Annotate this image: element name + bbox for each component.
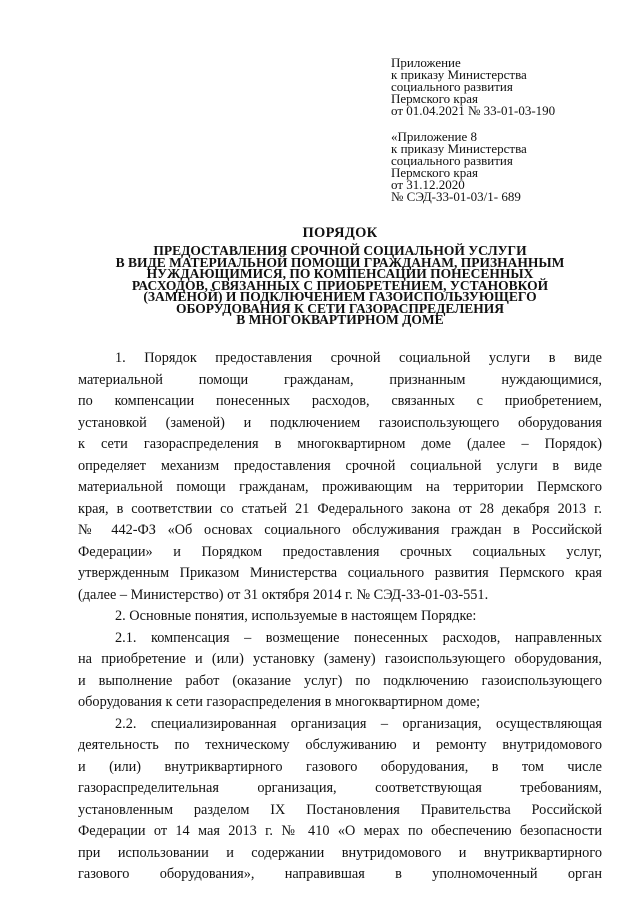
body-line: края, в соответствии со статьей 21 Федерального закона от 28 декабря 2013 г. <box>78 500 602 517</box>
body-line: Федерации от 14 мая 2013 г. № 410 «О мерах по обеспечению безопасности <box>78 823 602 839</box>
appendix-line: к приказу Министерства <box>391 141 527 156</box>
subtitle-line: В МНОГОКВАРТИРНОМ ДОМЕ <box>236 312 444 327</box>
body-line: 2. Основные понятия, используемые в настоящем Порядке: <box>115 608 477 624</box>
appendix-current-header <box>391 57 626 117</box>
body-line: материальной помощи гражданам, проживающим на территории Пермского <box>78 479 602 495</box>
body-line: (далее – Министерство) от 31 октября 2014 г. № СЭД-33-01-03-551. <box>78 586 489 603</box>
body-line: 2.2. специализированная организация – организация, осуществляющая <box>115 715 602 732</box>
body-line: на приобретение и (или) установку (замену) газоиспользующего оборудования, <box>78 651 602 667</box>
subtitle-line: В ВИДЕ МАТЕРИАЛЬНОЙ ПОМОЩИ ГРАЖДАНАМ, ПРИЗНАННЫМ <box>115 254 565 270</box>
appendix-original-header <box>391 131 626 203</box>
body-line: определяет механизм предоставления срочной социальной услуги в виде <box>78 457 602 474</box>
subtitle-line: (ЗАМЕНОЙ) И ПОДКЛЮЧЕНИЕМ ГАЗОИСПОЛЬЗУЮЩЕГО <box>143 289 537 304</box>
document-title: ПОРЯДОК <box>302 225 378 241</box>
body-line: по компенсации понесенных расходов, связанных с приобретением, <box>78 393 602 409</box>
body-line: оборудования к сети газораспределения в многоквартирном доме; <box>78 694 481 710</box>
body-line: газораспределительная организация, соответствующая требованиям, <box>78 780 602 796</box>
appendix-line: Пермского края <box>391 165 478 180</box>
appendix-line: Приложение <box>391 55 461 70</box>
appendix-line: «Приложение 8 <box>391 129 478 144</box>
body-line: газового оборудования», направившая в уполномоченный орган <box>78 866 602 882</box>
body-line: при использовании и содержании внутридомового и внутриквартирного <box>78 844 602 861</box>
body-line: Федерации» и Порядком предоставления срочных социальных услуг, <box>78 543 602 560</box>
document-subtitle <box>80 245 600 326</box>
subtitle-line: ПРЕДОСТАВЛЕНИЯ СРОЧНОЙ СОЦИАЛЬНОЙ УСЛУГИ <box>153 243 527 258</box>
subtitle-line: РАСХОДОВ, СВЯЗАННЫХ С ПРИОБРЕТЕНИЕМ, УСТАНОВКОЙ <box>131 277 549 293</box>
body-line: и (или) внутриквартирного газового оборудования, в том числе <box>78 758 602 775</box>
appendix-line: социального развития <box>391 79 513 94</box>
document-body <box>78 348 602 886</box>
body-line: и выполнение работ (оказание услуг) по подключению газоиспользующего <box>78 672 602 689</box>
appendix-line: к приказу Министерства <box>391 67 527 82</box>
appendix-line: № СЭД-33-01-03/1- 689 <box>391 189 521 204</box>
body-line: установленным разделом IX Постановления Правительства Российской <box>78 801 602 818</box>
body-line: деятельность по техническому обслуживанию и ремонту внутридомового <box>78 737 602 753</box>
subtitle-line: НУЖДАЮЩИМИСЯ, ПО КОМПЕНСАЦИИ ПОНЕСЕННЫХ <box>146 266 534 281</box>
body-line: № 442-ФЗ «Об основах социального обслуживания граждан в Российской <box>78 522 602 538</box>
body-line: 2.1. компенсация – возмещение понесенных расходов, направленных <box>115 629 602 646</box>
body-line: к сети газораспределения в многоквартирном доме (далее – Порядок) <box>78 436 602 452</box>
subtitle-line: ОБОРУДОВАНИЯ К СЕТИ ГАЗОРАСПРЕДЕЛЕНИЯ <box>175 300 505 316</box>
body-line: 1. Порядок предоставления срочной социальной услуги в виде <box>115 350 602 366</box>
appendix-line: Пермского края <box>391 91 478 106</box>
appendix-line: социального развития <box>391 153 513 168</box>
body-line: установкой (заменой) и подключением газоиспользующего оборудования <box>78 414 602 431</box>
body-line: материальной помощи гражданам, признанным нуждающимися, <box>78 371 602 388</box>
title-block <box>80 226 600 326</box>
appendix-line: от 01.04.2021 № 33-01-03-190 <box>391 103 556 118</box>
appendix-line: от 31.12.2020 <box>391 177 465 192</box>
body-line: утвержденным Приказом Министерства социального развития Пермского края <box>78 565 602 581</box>
